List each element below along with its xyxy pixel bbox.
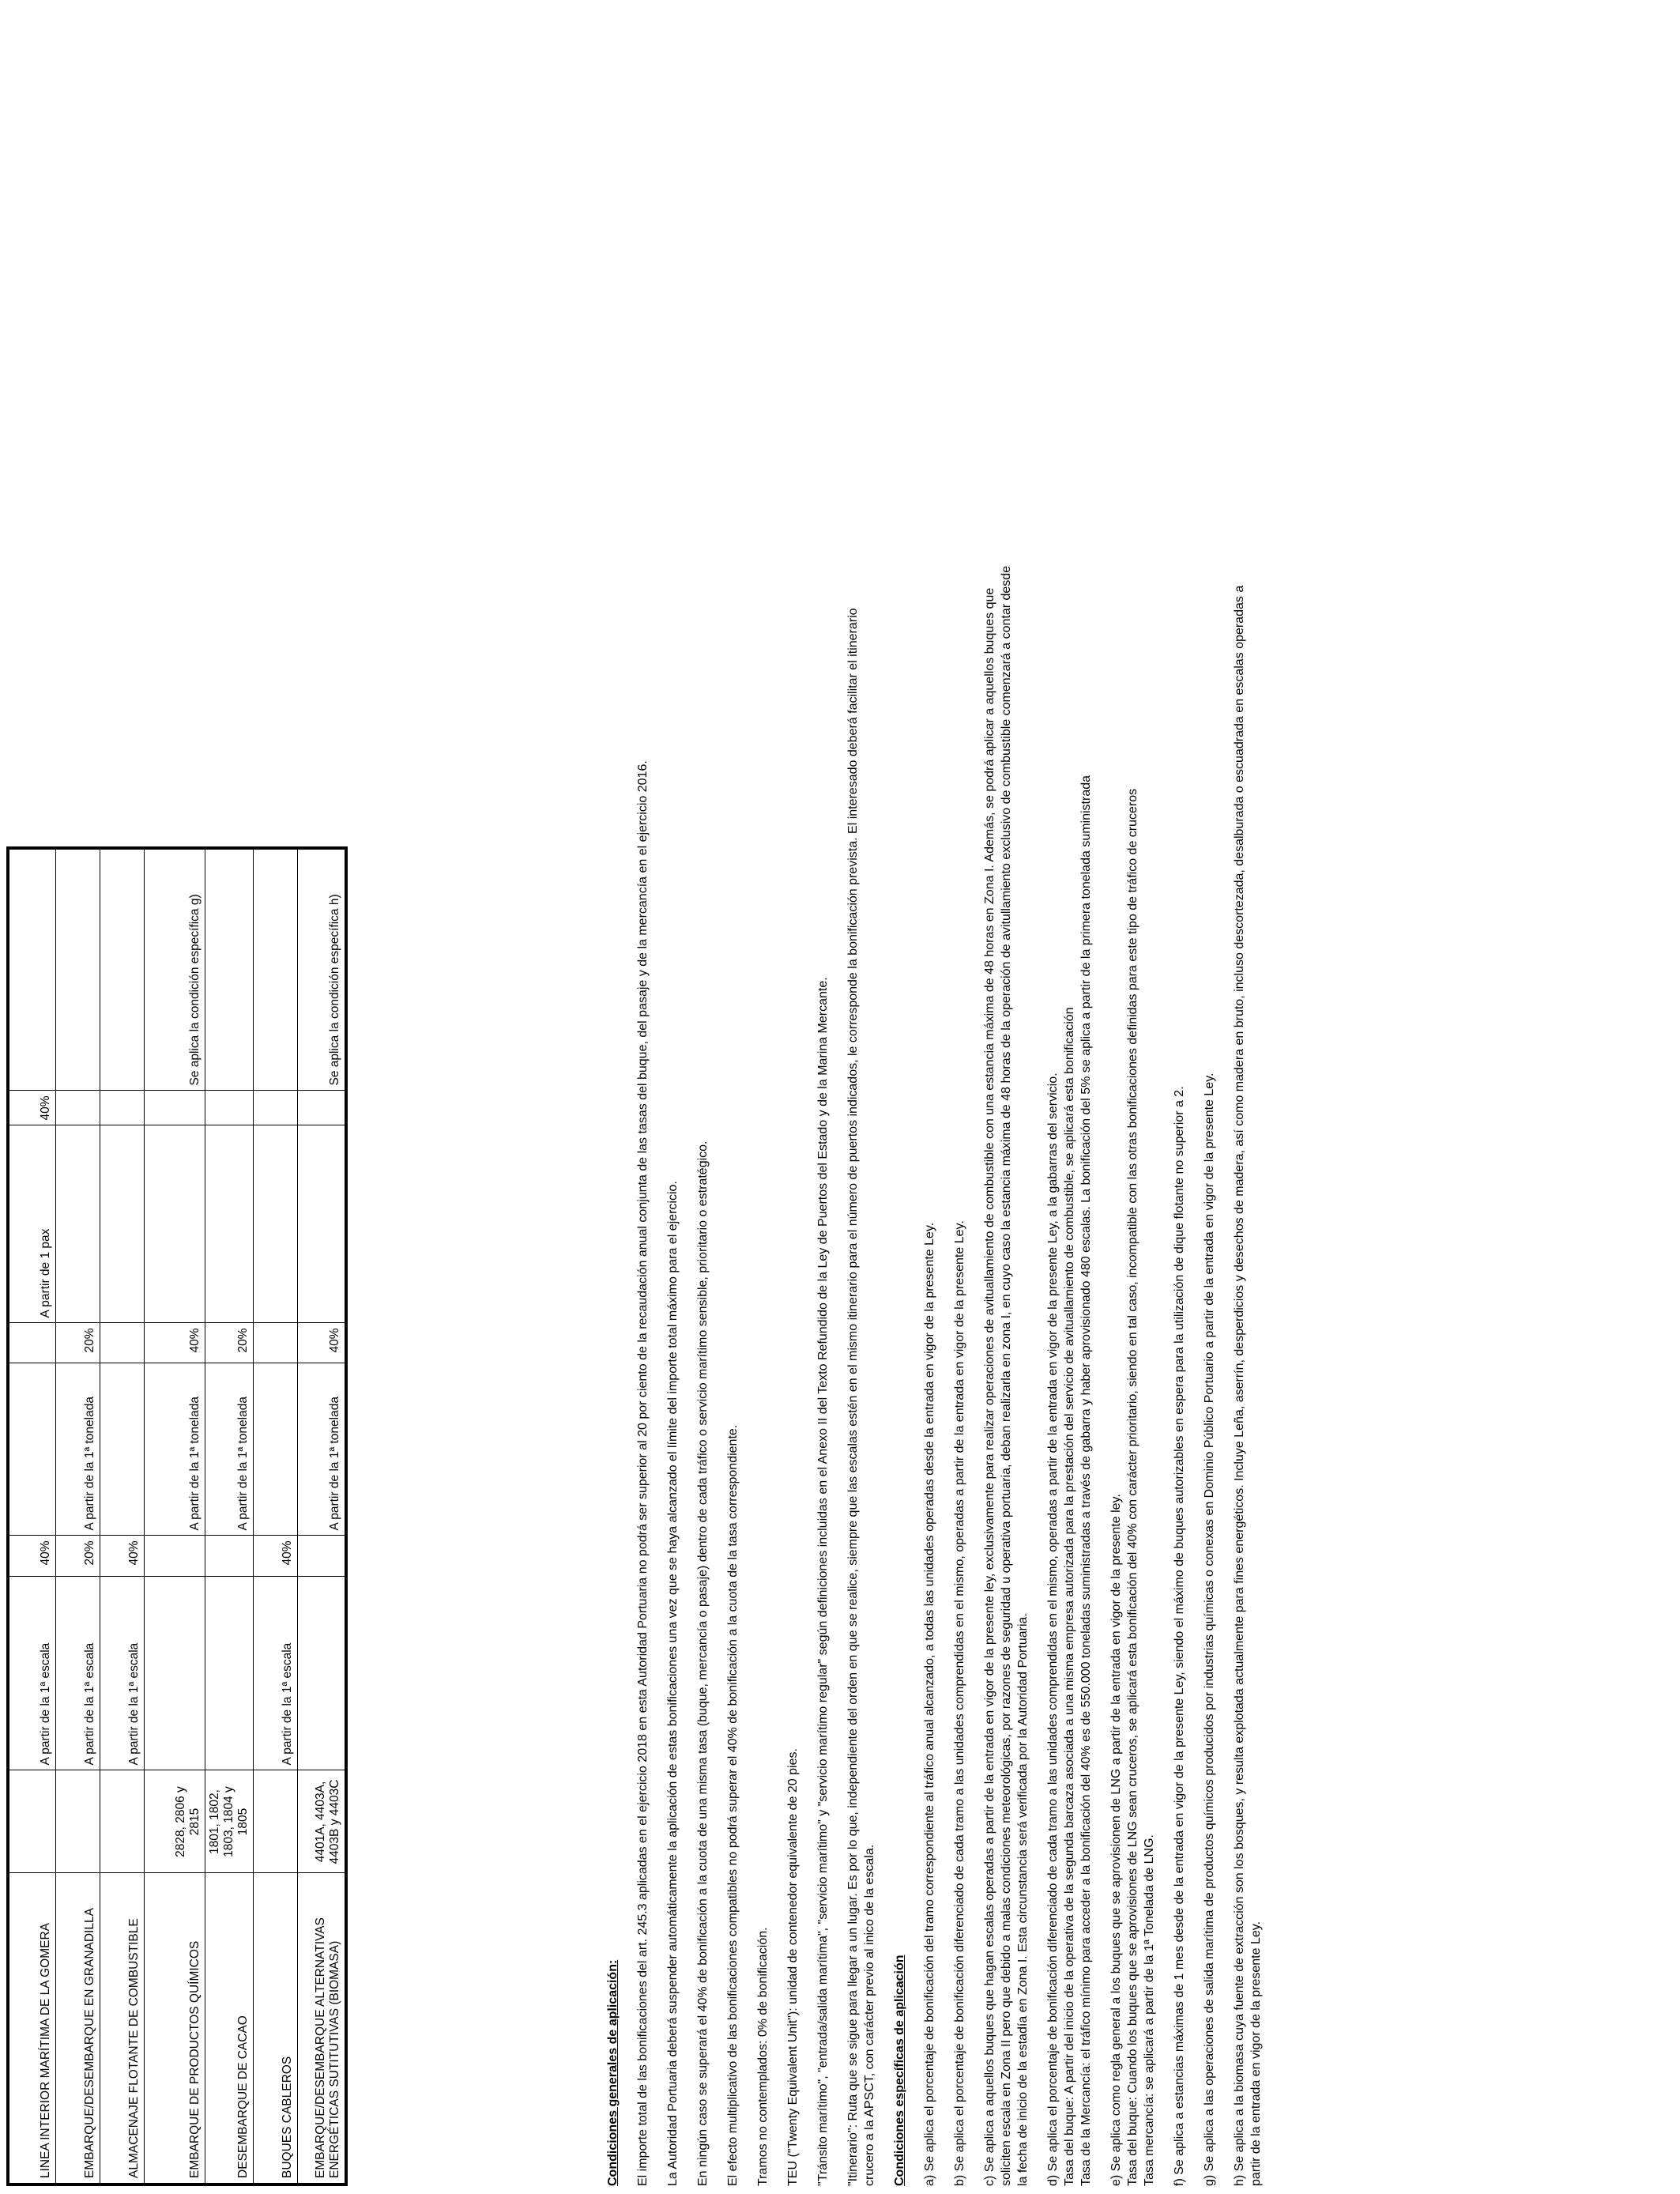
condition-cell — [8, 848, 55, 1091]
itinerario-definition — [845, 44, 878, 2186]
transito-definition: "Tránsito marítimo", "entrada/salida marítima", "servicio marítimo" y "servicio marítimo regular" según definiciones incluidas en el Anexo II del Texto Refundido de la Ley de Puertos del Estado y de la Marina Mercante. — [816, 977, 830, 2186]
pct-tonelada-cell — [253, 1323, 297, 1363]
pct-escala-cell: 20% — [55, 1536, 100, 1577]
unit-tonelada-cell — [100, 1363, 144, 1536]
specific-conditions-title: Condiciones específicas de aplicación — [893, 1955, 906, 2186]
table-row — [100, 848, 144, 2185]
pct-tonelada-cell — [100, 1323, 144, 1363]
codes-cell: 1801, 1802, 1803, 1804 y 1805 — [205, 1770, 253, 1873]
unit-escala-cell: A partir de la 1ª escala — [55, 1577, 100, 1770]
unit-escala-cell: A partir de la 1ª escala — [100, 1577, 144, 1770]
concept-cell: DESEMBARQUE DE CACAO — [205, 1873, 253, 2185]
condition-c-line-2: soliciten escala en Zona II pero que debido a malas condiciones meteorológicas, por razones de seguridad u operativa portuaria, deban realizarla en zona I, en cuyo caso la estancia máxima de 48 horas de la operación de avitullamiento exclusivo de combustible comenzará a contar desde — [1000, 565, 1013, 2186]
specific-condition-b: b) Se aplica el porcentaje de bonificación diferenciado de cada tramo a las unidades comprendidas en el mismo, operadas a partir de la entrada en vigor de la presente Ley. — [953, 1220, 966, 2186]
condition-h-line-2: partir de la entrada en vigor de la presente Ley. — [1249, 1921, 1263, 2186]
unit-pax-cell — [253, 1125, 297, 1323]
pct-escala-cell: 40% — [8, 1536, 55, 1577]
specific-condition-g: g) Se aplica a las operaciones de salida marítima de productos químicos producidos por industrias químicas o conexas en Dominio Público Portuario a partir de la entrada en vigor de la presente Ley. — [1203, 1072, 1216, 2186]
table-row — [205, 848, 253, 2185]
table-row — [144, 848, 205, 2185]
general-condition-3: En ningún caso se superará el 40% de bonificación a la cuota de una misma tasa (buque, mercancía o pasaje) dentro de cada tráfico o servicio marítimo sensible, prioritario o estratégico. — [696, 1140, 710, 2186]
pct-pax-cell — [253, 1091, 297, 1125]
unit-escala-cell: A partir de la 1ª escala — [8, 1577, 55, 1770]
specific-condition-e — [1108, 44, 1158, 2186]
concept-cell: LINEA INTERIOR MARÍTIMA DE LA GOMERA — [8, 1873, 55, 2185]
pct-pax-cell — [144, 1091, 205, 1125]
unit-tonelada-cell: A partir de la 1ª tonelada — [205, 1363, 253, 1536]
concept-cell: EMBARQUE/DESEMBARQUE ALTERNATIVAS ENERGÉTICAS SUTITUTIVAS (BIOMASA) — [297, 1873, 346, 2185]
condition-cell — [100, 848, 144, 1091]
condition-d-line-3: Tasa de la Mercancía: el tráfico mínimo para acceder a la bonificación del 40% es de 550.000 toneladas suministradas a través de gabarra y haber aprovisionado 480 escalas. La bonificación del 5% se aplica a partir de la primera tonelada suministrada — [1079, 775, 1093, 2186]
condition-cell — [253, 848, 297, 1091]
unit-tonelada-cell: A partir de la 1ª tonelada — [144, 1363, 205, 1536]
pct-escala-cell: 40% — [100, 1536, 144, 1577]
condition-cell: Se aplica la condición específica h) — [297, 848, 346, 1091]
specific-condition-h — [1231, 44, 1264, 2186]
condition-h-line-1: h) Se aplica a la biomasa cuya fuente de extracción son los bosques, y resulta explotada actualmente para fines energéticos. Incluye Leña, aserrín, desperdicios y desechos de madera, así como madera en bruto, incluso descortezada, desalburada o escuadrada en escalas operadas a — [1233, 585, 1246, 2186]
unit-tonelada-cell: A partir de la 1ª tonelada — [55, 1363, 100, 1536]
condition-c-line-1: c) Se aplica a aquellos buques que hagan escalas operadas a partir de la entrada en vigor de la presente ley, exclusivamente para realizar operaciones de avituallamiento de combustible con una estancia máxima de 48 horas en Zona I. Además, se podrá aplicar a aquellos buques que — [983, 587, 996, 2186]
condition-cell — [55, 848, 100, 1091]
pct-tonelada-cell: 40% — [297, 1323, 346, 1363]
table-row — [55, 848, 100, 2185]
unit-escala-cell: A partir de la 1ª escala — [253, 1577, 297, 1770]
general-conditions-title: Condiciones generales de aplicación: — [606, 1959, 620, 2186]
pct-pax-cell: 40% — [8, 1091, 55, 1125]
specific-condition-f: f) Se aplica a estancias máximas de 1 mes desde de la entrada en vigor de la presente Ley, siendo el máximo de buques autorizables en espera para la utilización de dique flotante no superior a 2. — [1173, 1086, 1186, 2186]
table-row — [8, 848, 55, 2185]
unit-tonelada-cell — [8, 1363, 55, 1536]
unit-pax-cell — [205, 1125, 253, 1323]
pct-pax-cell — [205, 1091, 253, 1125]
pct-escala-cell — [297, 1536, 346, 1577]
pct-escala-cell: 40% — [253, 1536, 297, 1577]
unit-pax-cell: A partir de 1 pax — [8, 1125, 55, 1323]
pct-escala-cell — [144, 1536, 205, 1577]
general-condition-5: Tramos no contemplados: 0% de bonificación. — [756, 1927, 770, 2186]
condition-cell — [205, 848, 253, 1091]
condition-e-line-2: Tasa del buque: Cuando los buques que se aprovisiones de LNG sean cruceros, se aplicará esta bonificación del 40% con carácter prioritario, siendo en tal caso, incompatible con las otras bonificaciones definidas para este tipo de tráfico de cruceros — [1126, 788, 1139, 2186]
pct-escala-cell — [205, 1536, 253, 1577]
pct-pax-cell — [297, 1091, 346, 1125]
pct-pax-cell — [100, 1091, 144, 1125]
unit-pax-cell — [55, 1125, 100, 1323]
pct-pax-cell — [55, 1091, 100, 1125]
table-row — [297, 848, 346, 2185]
general-condition-2: La Autoridad Portuaria deberá suspender automáticamente la aplicación de estas bonificaciones una vez que se haya alcanzado el límite del importe total máximo para el ejercicio. — [666, 1181, 680, 2186]
unit-escala-cell — [205, 1577, 253, 1770]
unit-pax-cell — [144, 1125, 205, 1323]
pct-tonelada-cell: 20% — [55, 1323, 100, 1363]
codes-cell — [55, 1770, 100, 1873]
unit-tonelada-cell — [253, 1363, 297, 1536]
pct-tonelada-cell: 40% — [144, 1323, 205, 1363]
condition-d-line-2: Tasa del buque: A partir del inicio de la operativa de la segunda barcaza asociada a una misma empresa autorizada para la prestación del servicio de avituallamiento de combustible, se aplicará esta bonificación — [1063, 1007, 1076, 2186]
concept-cell: BUQUES CABLEROS — [253, 1873, 297, 2185]
specific-condition-c — [981, 44, 1031, 2186]
condition-c-line-3: la fecha de inicio de la estadía en Zona I. Esta circunstancia será verificada por la Autoridad Portuaria. — [1016, 1613, 1030, 2186]
condition-cell: Se aplica la condición específica g) — [144, 848, 205, 1091]
unit-escala-cell — [297, 1577, 346, 1770]
codes-cell — [100, 1770, 144, 1873]
condition-e-line-3: Tasa mercancía: se aplicará a partir de la 1ª Tonelada de LNG. — [1143, 1834, 1156, 2186]
conditions-section — [605, 44, 1278, 2186]
codes-cell — [253, 1770, 297, 1873]
specific-condition-a: a) Se aplica el porcentaje de bonificación del tramo correspondiente al tráfico anual alcanzado, a todas las unidades operadas desde la entrada en vigor de la presente Ley. — [923, 1222, 936, 2186]
general-condition-1: El importe total de las bonificaciones del art. 245.3 aplicadas en el ejercicio 2018 en esta Autoridad Portuaria no podrá ser superior al 20 por ciento de la recaudación anual conjunta de las tasas del buque, del pasaje y de la mercancía en el ejercicio 2016. — [636, 760, 650, 2186]
unit-tonelada-cell: A partir de la 1ª tonelada — [297, 1363, 346, 1536]
condition-d-line-1: d) Se aplica el porcentaje de bonificación diferenciado de cada tramo a las unidades comprendidas en el mismo, operadas a partir de la entrada en vigor de la presente Ley, a la gabarras del servicio. — [1046, 1072, 1060, 2186]
condition-e-line-1: e) Se aplica como regla general a los buques que se aprovisionen de LNG a partir de la entrada en vigor de la presente ley. — [1109, 1494, 1123, 2186]
bonificaciones-table — [6, 846, 348, 2186]
itinerario-line-1: "Itinerario": Ruta que se sigue para llegar a un lugar. Es por lo que, independiente del orden en que se realice, siempre que las escalas estén en el mismo itinerario para el número de puertos indicados, le corresponde la bonificación prevista. El interesado deberá facilitar el itinerario — [846, 608, 860, 2186]
pct-tonelada-cell — [8, 1323, 55, 1363]
concept-cell: EMBARQUE DE PRODUCTOS QUÍMICOS — [144, 1873, 205, 2185]
pct-tonelada-cell: 20% — [205, 1323, 253, 1363]
codes-cell: 2828, 2806 y 2815 — [144, 1770, 205, 1873]
codes-cell: 4401A, 4403A, 4403B y 4403C — [297, 1770, 346, 1873]
specific-condition-d — [1045, 44, 1094, 2186]
teu-definition: TEU ("Twenty Equivalent Unit"): unidad de contenedor equivalente de 20 pies. — [786, 1748, 800, 2186]
unit-pax-cell — [100, 1125, 144, 1323]
concept-cell: ALMACENAJE FLOTANTE DE COMBUSTIBLE — [100, 1873, 144, 2185]
codes-cell — [8, 1770, 55, 1873]
concept-cell: EMBARQUE/DESEMBARQUE EN GRANADILLA — [55, 1873, 100, 2185]
unit-escala-cell — [144, 1577, 205, 1770]
general-condition-4: El efecto multiplicativo de las bonificaciones compatibles no podrá superar el 40% de bonificación a la cuota de la tasa correspondiente. — [726, 1424, 740, 2186]
itinerario-line-2: crucero a la APSCT, con carácter previo al inico de la escala. — [863, 1844, 876, 2186]
table-row — [253, 848, 297, 2185]
unit-pax-cell — [297, 1125, 346, 1323]
